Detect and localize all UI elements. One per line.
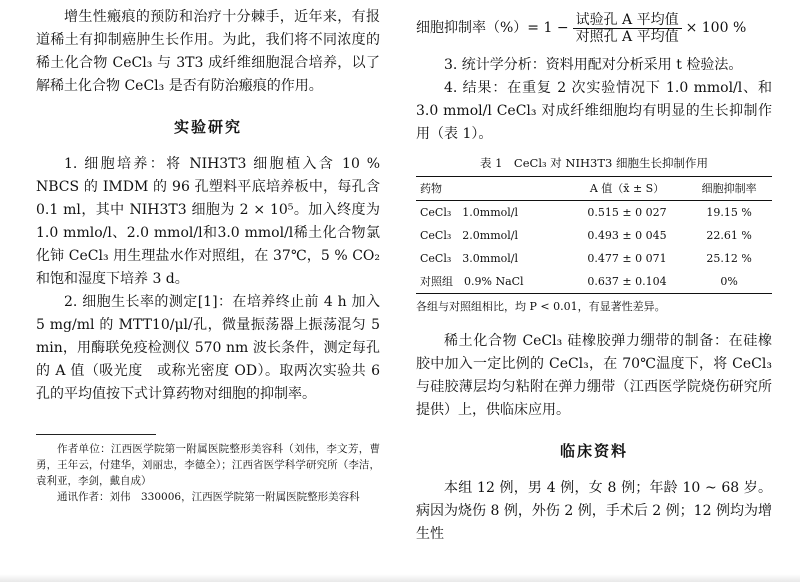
formula-denominator: 对照孔 A 平均值	[575, 28, 679, 45]
formula-rhs: × 100 %	[685, 19, 747, 36]
statistics-paragraph: 3. 统计学分析：资料用配对分析采用 t 检验法。	[444, 57, 743, 73]
table-header-drug: 药物	[420, 182, 442, 195]
formula-lhs: 细胞抑制率（%）= 1 −	[416, 19, 569, 36]
author-affiliation-footnote: 作者单位：江西医学院第一附属医院整形美容科（刘伟，李文芳，曹勇，王年云，付建华，刘丽忠，李德全）；江西省医学科学研究所（李洁，袁利亚，李剑，戴自成）	[36, 443, 380, 487]
table-cell: 22.61 %	[706, 229, 752, 242]
formula-fraction	[573, 12, 682, 45]
table-cell: 0.515 ± 0 027	[587, 206, 667, 219]
inhibition-rate-formula	[416, 6, 772, 50]
results-paragraph: 4. 结果：在重复 2 次实验情况下 1.0 mmol/l、和 3.0 mmol/l CeCl₃ 对成纤维细胞均有明显的生长抑制作用（表 1）。	[416, 80, 772, 142]
footnote-divider	[36, 434, 156, 435]
clinical-paragraph: 本组 12 例，男 4 例，女 8 例；年龄 10 ~ 68 岁。病因为烧伤 8 例，外伤 2 例，手术后 2 例；12 例均为增生性	[416, 480, 772, 542]
table-header-row	[416, 177, 772, 201]
table-cell: 25.12 %	[706, 252, 752, 265]
table-row	[416, 247, 772, 270]
table-cell: 0.637 ± 0.104	[587, 275, 667, 288]
right-column	[416, 6, 772, 546]
results-table	[416, 176, 772, 294]
left-column	[36, 6, 380, 505]
section-title-clinical: 临床资料	[559, 442, 628, 460]
corresponding-author-footnote: 通讯作者：刘伟 330006，江西医学院第一附属医院整形美容科	[57, 491, 360, 503]
table-row	[416, 201, 772, 225]
table-row	[416, 224, 772, 247]
formula-numerator: 试验孔 A 平均值	[573, 12, 682, 29]
growth-rate-paragraph: 2. 细胞生长率的测定[1]：在培养终止前 4 h 加入 5 mg/ml 的 MTT10/μl/孔，微量振荡器上振荡混匀 5 min，用酶联免疫检测仪 570 nm 波长条件，测定每孔的 A 值（吸光度 或称光密度 OD）。取两次实验共 6 孔的平均值按下式计算药物对细胞的抑制率。	[36, 294, 380, 402]
table-cell: 19.15 %	[706, 206, 752, 219]
table-cell: CeCl₃ 1.0mmol/l	[420, 206, 518, 219]
table-header-a-value: A 值（x̄ ± S）	[589, 182, 665, 195]
table-cell: 对照组 0.9% NaCl	[420, 275, 524, 288]
intro-paragraph: 增生性瘢痕的预防和治疗十分棘手，近年来，有报道稀土有抑制癌肿生长作用。为此，我们将不同浓度的稀土化合物 CeCl₃ 与 3T3 成纤维细胞混合培养，以了解稀土化合物 CeCl₃ 是否有防治瘢痕的作用。	[36, 9, 380, 94]
table-cell: 0%	[720, 275, 738, 288]
scan-bottom-edge	[0, 574, 800, 582]
table-cell: CeCl₃ 3.0mmol/l	[420, 252, 518, 265]
table-caption: 表 1 CeCl₃ 对 NIH3T3 细胞生长抑制作用	[479, 156, 709, 170]
bandage-preparation-paragraph: 稀土化合物 CeCl₃ 硅橡胶弹力绷带的制备：在硅橡胶中加入一定比例的 CeCl₃，在 70℃温度下，将 CeCl₃ 与硅胶薄层均匀粘附在弹力绷带（江西医学院烧伤研究所提供）上，供临床应用。	[416, 333, 772, 418]
section-title-experiment: 实验研究	[173, 118, 242, 136]
table-cell: CeCl₃ 2.0mmol/l	[420, 229, 518, 242]
table-cell: 0.493 ± 0 045	[587, 229, 667, 242]
table-header-inhibition: 细胞抑制率	[701, 182, 757, 195]
cell-culture-paragraph: 1. 细胞培养：将 NIH3T3 细胞植入含 10 % NBCS 的 IMDM 的 96 孔塑料平底培养板中，每孔含 0.1 ml，其中 NIH3T3 细胞为 2 × 10⁵。加入终度为 1.0 mmlo/l、2.0 mmol/l和3.0 mmol/l稀土化合物氯化铈 CeCl₃ 用生理盐水作对照组，在 37℃，5 % CO₂ 和饱和湿度下培养 3 d。	[36, 156, 380, 287]
table-footnote: 各组与对照组相比，均 P < 0.01，有显著性差异。	[416, 300, 666, 313]
table-cell: 0.477 ± 0 071	[587, 252, 667, 265]
table-row	[416, 270, 772, 294]
